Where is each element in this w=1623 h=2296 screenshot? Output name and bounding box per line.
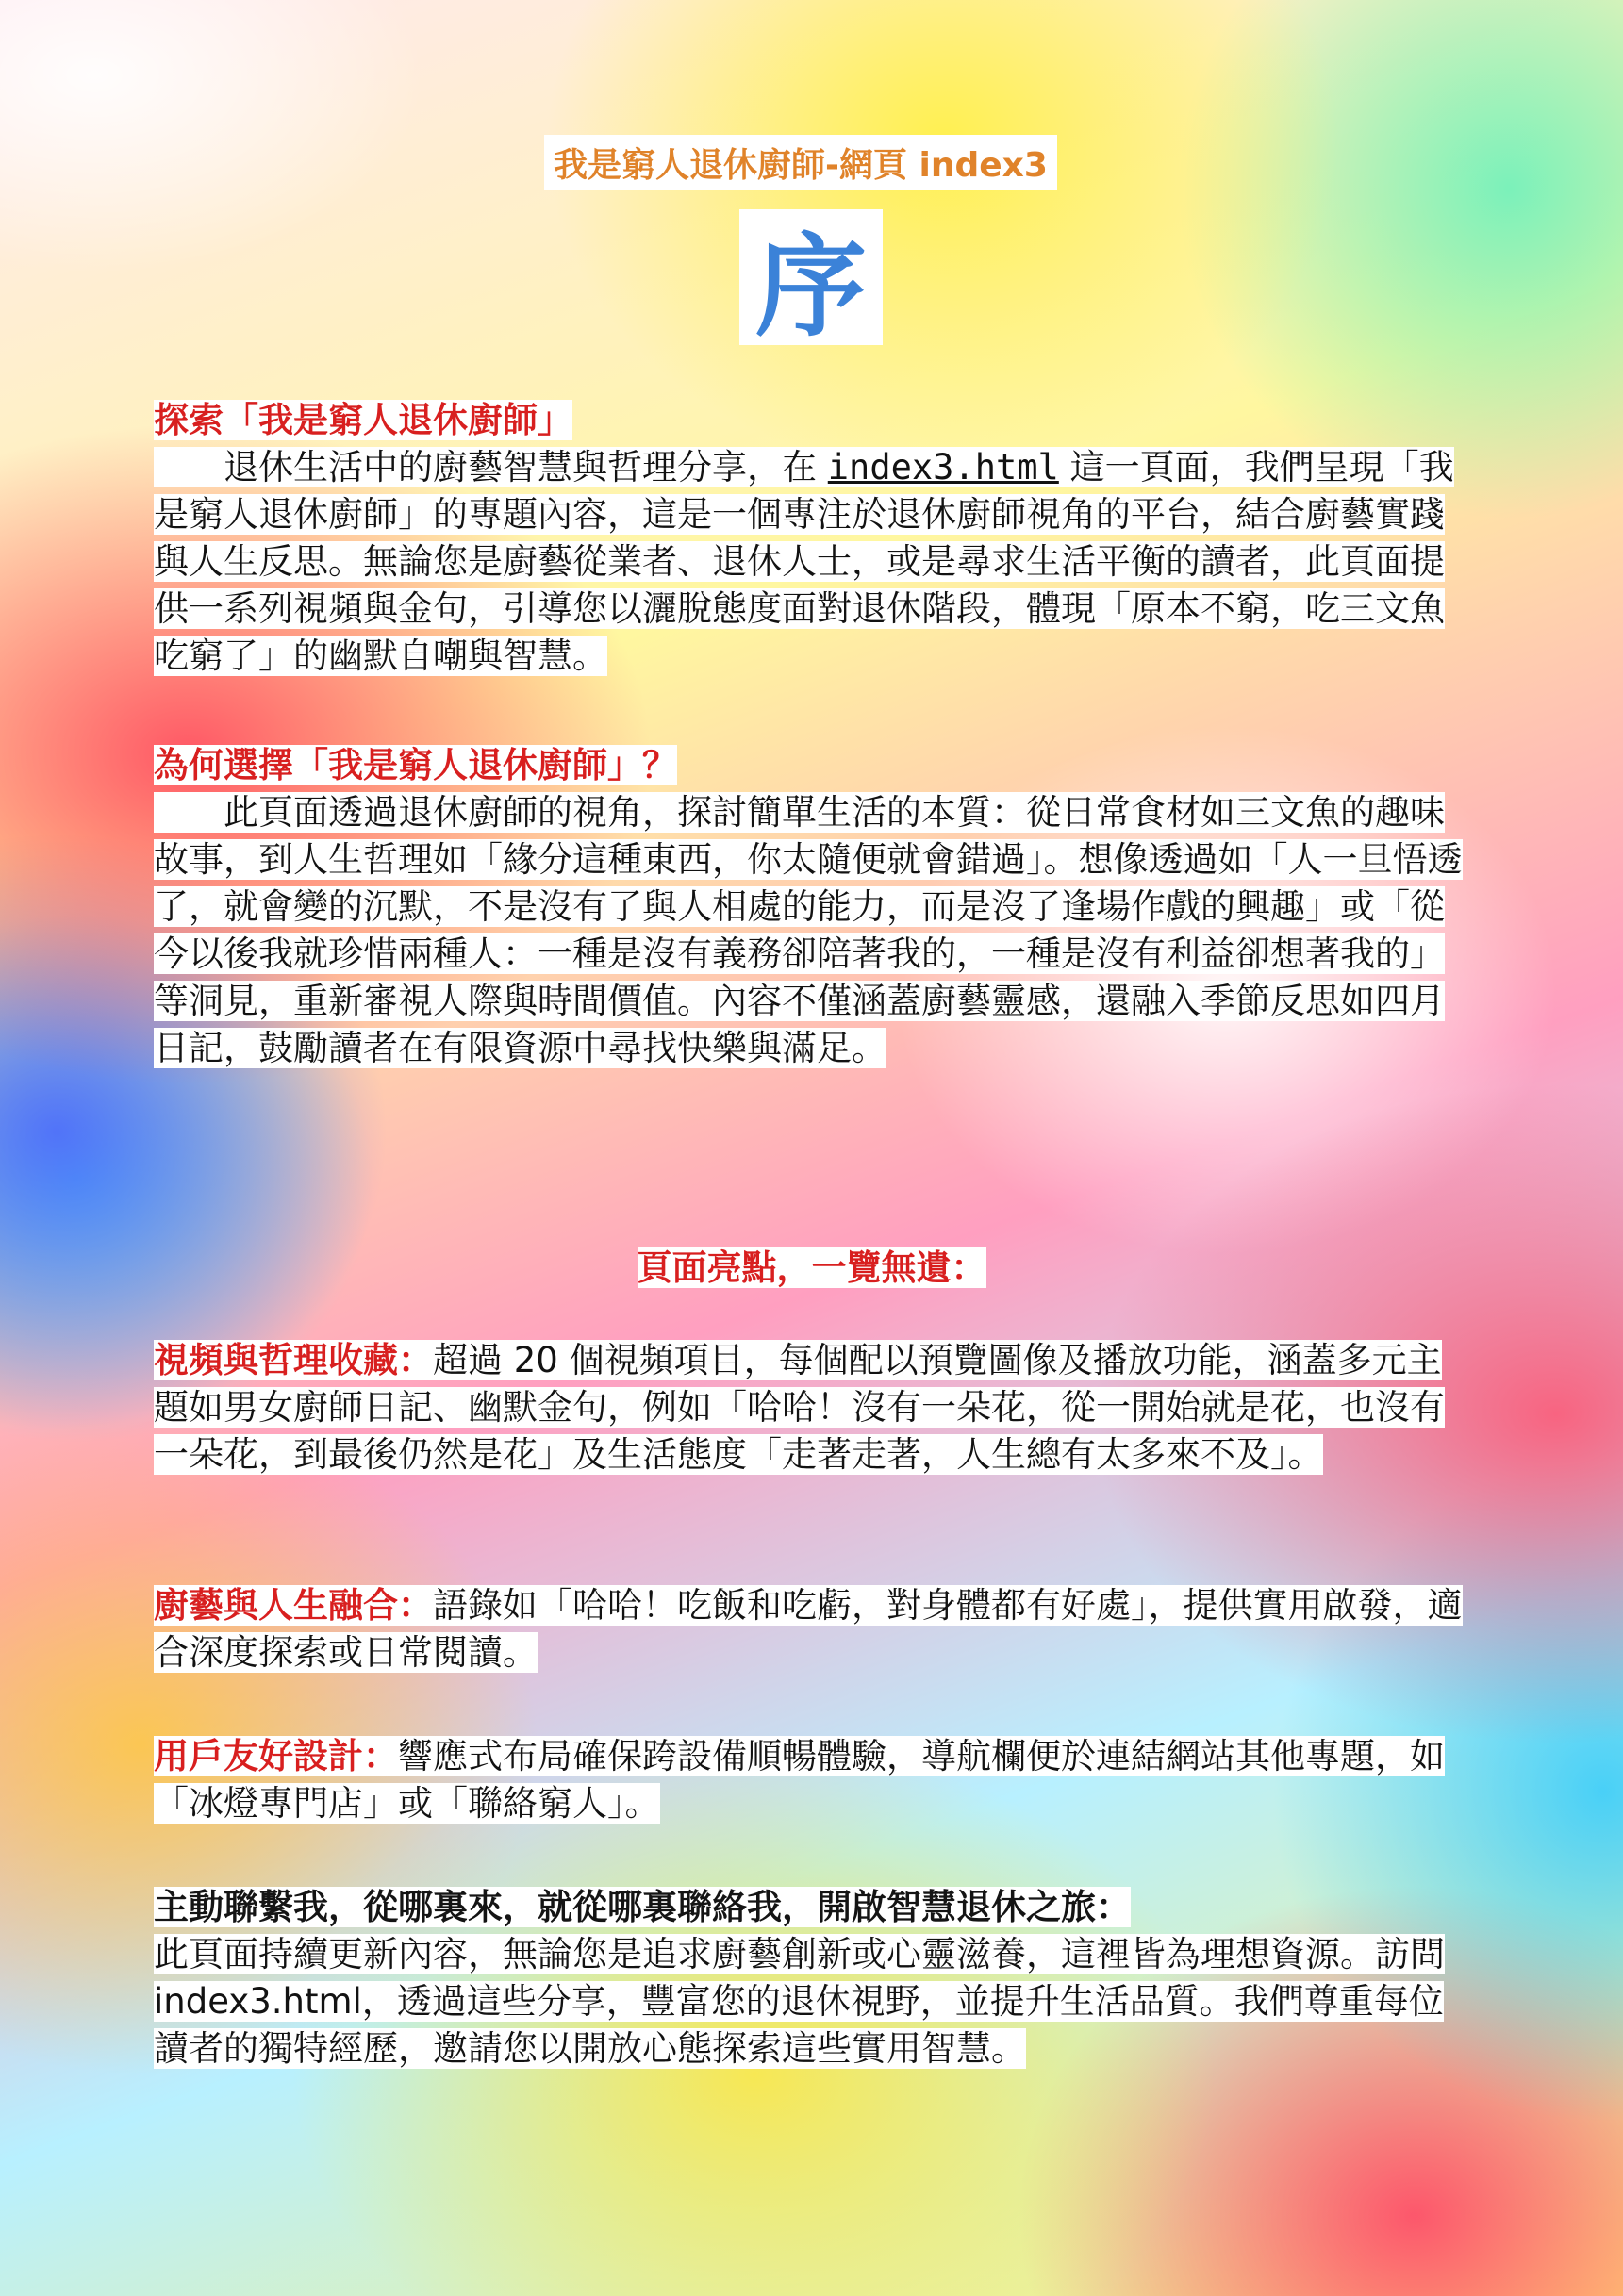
preface-title: 序 xyxy=(739,209,883,345)
highlight-design-label: 用戶友好設計： xyxy=(154,1736,398,1776)
page-banner: 我是窮人退休廚師-網頁 index3 xyxy=(544,135,1057,190)
section-contact xyxy=(154,1884,1465,2073)
highlights-heading-wrap xyxy=(0,1239,1623,1290)
highlight-design-body: 響應式布局確保跨設備順暢體驗，導航欄便於連結網站其他專題，如「冰燈專門店」或「聯絡窮人」。 xyxy=(154,1736,1445,1824)
index3-link[interactable]: index3.html xyxy=(827,447,1059,487)
section-explore-body-post: 這一頁面，我們呈現「我是窮人退休廚師」的專題內容，這是一個專注於退休廚師視角的平台，結合廚藝實踐與人生反思。無論您是廚藝從業者、退休人士，或是尋求生活平衡的讀者，此頁面提供一系列視頻與金句，引導您以灑脫態度面對退休階段，體現「原本不窮，吃三文魚吃窮了」的幽默自嘲與智慧。 xyxy=(154,447,1454,676)
section-contact-title: 主動聯繫我，從哪裏來，就從哪裏聯絡我，開啟智慧退休之旅： xyxy=(154,1887,1131,1927)
highlight-design xyxy=(154,1733,1465,1827)
section-explore-body xyxy=(154,447,1454,676)
highlights-title: 頁面亮點，一覽無遺： xyxy=(637,1247,986,1288)
section-why-title: 為何選擇「我是窮人退休廚師」？ xyxy=(154,745,677,785)
highlight-cooking-life-body: 語錄如「哈哈！吃飯和吃虧，對身體都有好處」，提供實用啟發，適合深度探索或日常閱讀。 xyxy=(154,1585,1463,1673)
highlight-video-body: 超過 20 個視頻項目，每個配以預覽圖像及播放功能，涵蓋多元主題如男女廚師日記、幽默金句，例如「哈哈！沒有一朵花，從一開始就是花，也沒有一朵花，到最後仍然是花」及生活態度「走著走著，人生總有太多來不及」。 xyxy=(154,1340,1445,1475)
highlight-cooking-life-label: 廚藝與人生融合： xyxy=(154,1585,433,1626)
section-explore-title: 探索「我是窮人退休廚師」 xyxy=(154,400,572,440)
section-why xyxy=(154,742,1465,1072)
highlight-video-label: 視頻與哲理收藏： xyxy=(154,1340,433,1380)
section-why-body: 此頁面透過退休廚師的視角，探討簡單生活的本質：從日常食材如三文魚的趣味故事，到人生哲理如「緣分這種東西，你太隨便就會錯過」。想像透過如「人一旦悟透了，就會變的沉默，不是沒有了與人相處的能力，而是沒了逢場作戲的興趣」或「從今以後我就珍惜兩種人：一種是沒有義務卻陪著我的，一種是沒有利益卻想著我的」等洞見，重新審視人際與時間價值。內容不僅涵蓋廚藝靈感，還融入季節反思如四月日記，鼓勵讀者在有限資源中尋找快樂與滿足。 xyxy=(154,792,1463,1068)
section-explore xyxy=(154,397,1465,680)
section-contact-body: 此頁面持續更新內容，無論您是追求廚藝創新或心靈滋養，這裡皆為理想資源。訪問 index3.html，透過這些分享，豐富您的退休視野，並提升生活品質。我們尊重每位讀者的獨特經歷，邀請您以開放心態探索這些實用智慧。 xyxy=(154,1934,1445,2069)
highlight-video xyxy=(154,1337,1465,1478)
highlight-cooking-life xyxy=(154,1582,1465,1677)
section-explore-body-pre: 退休生活中的廚藝智慧與哲理分享，在 xyxy=(154,447,828,487)
